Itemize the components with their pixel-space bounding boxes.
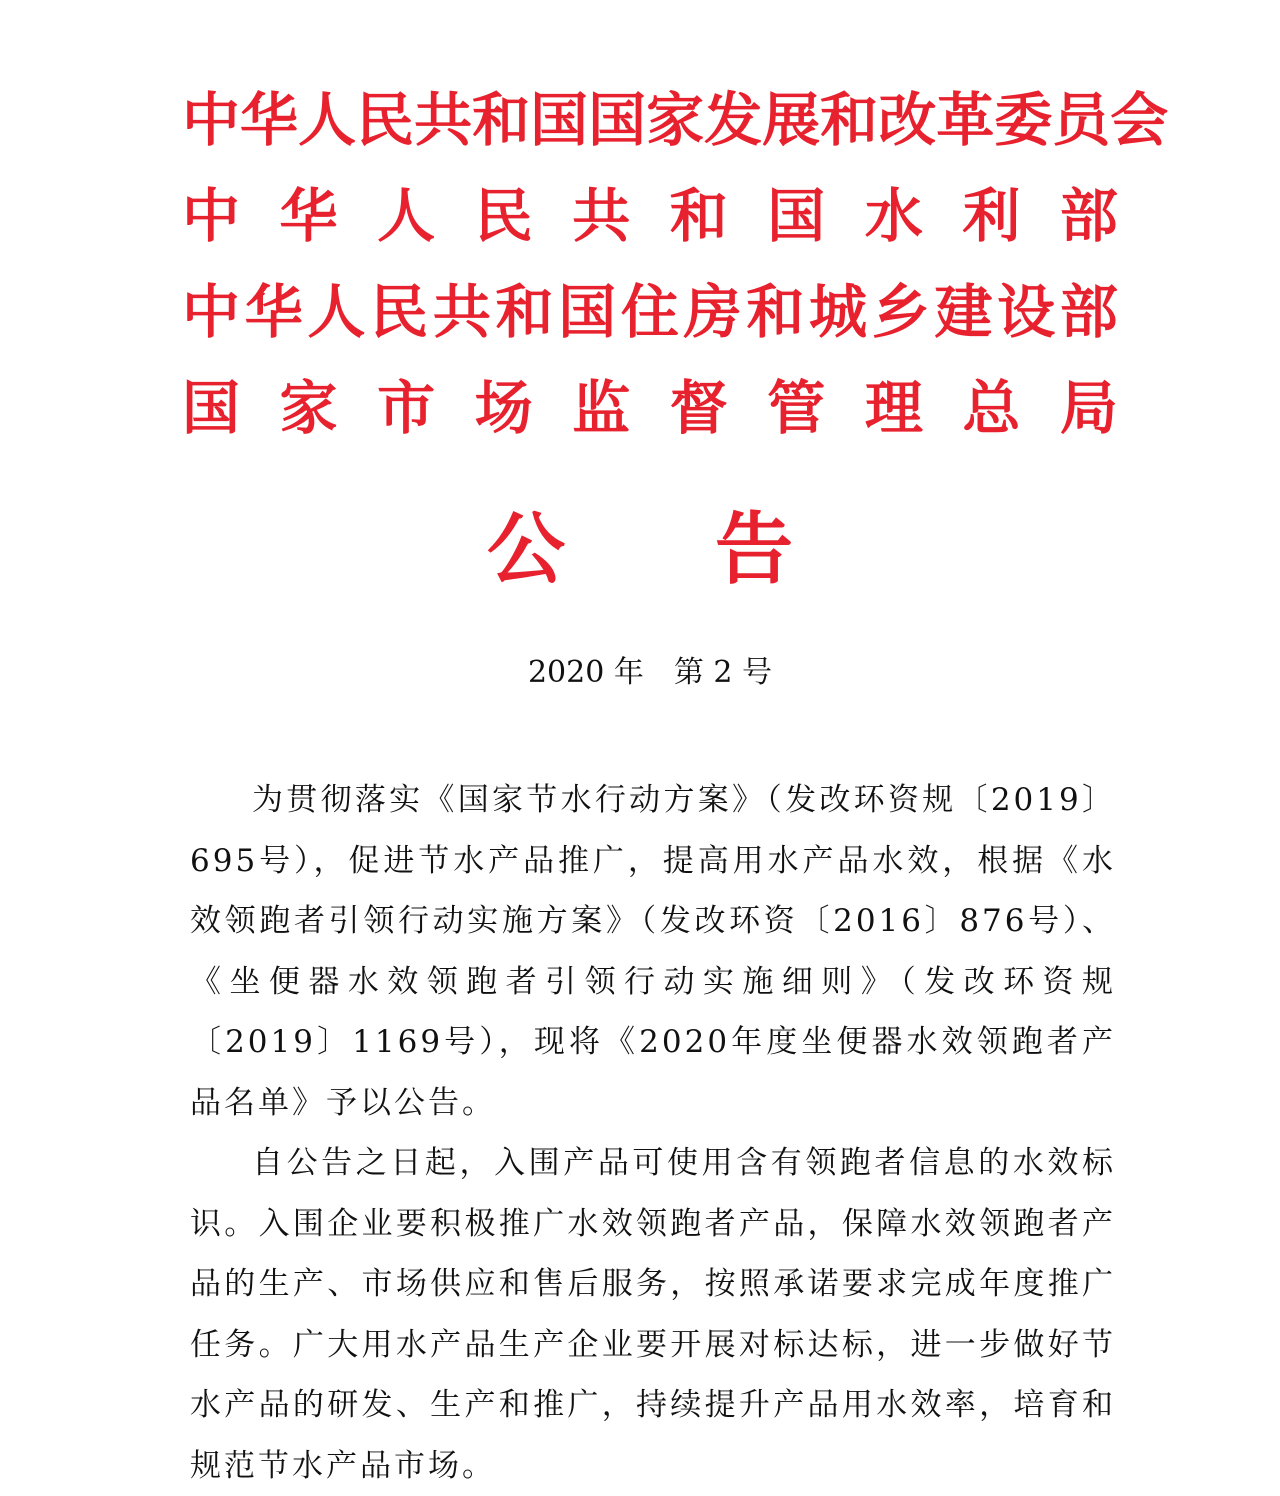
issuer-char: 水 <box>864 182 923 250</box>
issuer-char: 共 <box>572 182 631 250</box>
issuer-char: 乡 <box>871 278 930 346</box>
document-issue-number: 第 2 号 <box>673 655 773 690</box>
issuer-char: 监 <box>572 374 631 442</box>
document-title <box>0 500 1280 600</box>
issuer-char: 建 <box>934 278 993 346</box>
issuer-char: 国 <box>530 86 589 154</box>
issuer-char: 共 <box>432 278 491 346</box>
issuer-char: 革 <box>936 86 995 154</box>
issuer-char: 部 <box>1059 278 1118 346</box>
issuer-char: 市 <box>377 374 436 442</box>
issuer-char: 华 <box>244 278 303 346</box>
issuer-char: 督 <box>669 374 728 442</box>
document-number <box>0 648 1280 698</box>
document-body <box>190 770 1116 1496</box>
body-paragraph: 自公告之日起，入围产品可使用含有领跑者信息的水效标识。入围企业要积极推广水效领跑者产品，保障水效领跑者产品的生产、市场供应和售后服务，按照承诺要求完成年度推广任务。广大用水产品生产企业要开展对标达标，进一步做好节水产品的研发、生产和推广，持续提升产品用水效率，培育和规范节水产品市场。 <box>190 1145 1116 1484</box>
issuer-char: 国 <box>588 86 647 154</box>
issuer-char: 员 <box>1052 86 1111 154</box>
issuer-char: 和 <box>472 86 531 154</box>
issuer-char: 民 <box>474 182 533 250</box>
issuer-char: 和 <box>495 278 554 346</box>
issuer-char: 中 <box>182 278 241 346</box>
issuer-char: 人 <box>298 86 357 154</box>
issuer-char: 和 <box>820 86 879 154</box>
issuer-char: 和 <box>669 182 728 250</box>
issuer-char: 会 <box>1110 86 1169 154</box>
issuer-char: 改 <box>878 86 937 154</box>
issuer-char: 和 <box>746 278 805 346</box>
issuer-char: 华 <box>240 86 299 154</box>
issuer-char: 华 <box>279 182 338 250</box>
issuer-char: 城 <box>809 278 868 346</box>
issuer-line-water-resources <box>182 168 1118 264</box>
issuer-char: 国 <box>182 374 241 442</box>
issuer-char: 部 <box>1059 182 1118 250</box>
issuer-line-ndrc <box>182 72 1169 168</box>
issuer-char: 国 <box>558 278 617 346</box>
issuer-char: 设 <box>997 278 1056 346</box>
issuer-char: 展 <box>762 86 821 154</box>
issuer-char: 管 <box>767 374 826 442</box>
issuer-char: 中 <box>182 86 241 154</box>
body-paragraph: 为贯彻落实《国家节水行动方案》（发改环资规〔2019〕695号），促进节水产品推广，提高用水产品水效，根据《水效领跑者引领行动实施方案》（发改环资〔2016〕876号）、《坐便器水效领跑者引领行动实施细则》（发改环资规〔2019〕1169号），现将《2020年度坐便器水效领跑者产品名单》予以公告。 <box>190 782 1116 1121</box>
issuer-char: 家 <box>279 374 338 442</box>
issuer-char: 中 <box>182 182 241 250</box>
issuer-char: 住 <box>620 278 679 346</box>
issuer-line-market-regulation <box>182 360 1118 456</box>
issuer-char: 委 <box>994 86 1053 154</box>
document-year: 2020 年 <box>527 655 644 690</box>
title-char: 告 <box>715 504 794 595</box>
issuer-char: 利 <box>962 182 1021 250</box>
issuer-char: 共 <box>414 86 473 154</box>
issuer-char: 总 <box>962 374 1021 442</box>
issuer-char: 民 <box>356 86 415 154</box>
issuer-char: 民 <box>370 278 429 346</box>
issuer-char: 场 <box>474 374 533 442</box>
title-char: 公 <box>486 504 565 595</box>
issuer-char: 家 <box>646 86 705 154</box>
issuer-char: 发 <box>704 86 763 154</box>
issuer-line-housing <box>182 264 1118 360</box>
issuer-char: 理 <box>864 374 923 442</box>
issuer-header <box>182 72 1169 456</box>
issuer-char: 人 <box>307 278 366 346</box>
issuer-char: 国 <box>767 182 826 250</box>
issuer-char: 局 <box>1059 374 1118 442</box>
issuer-char: 房 <box>683 278 742 346</box>
issuer-char: 人 <box>377 182 436 250</box>
